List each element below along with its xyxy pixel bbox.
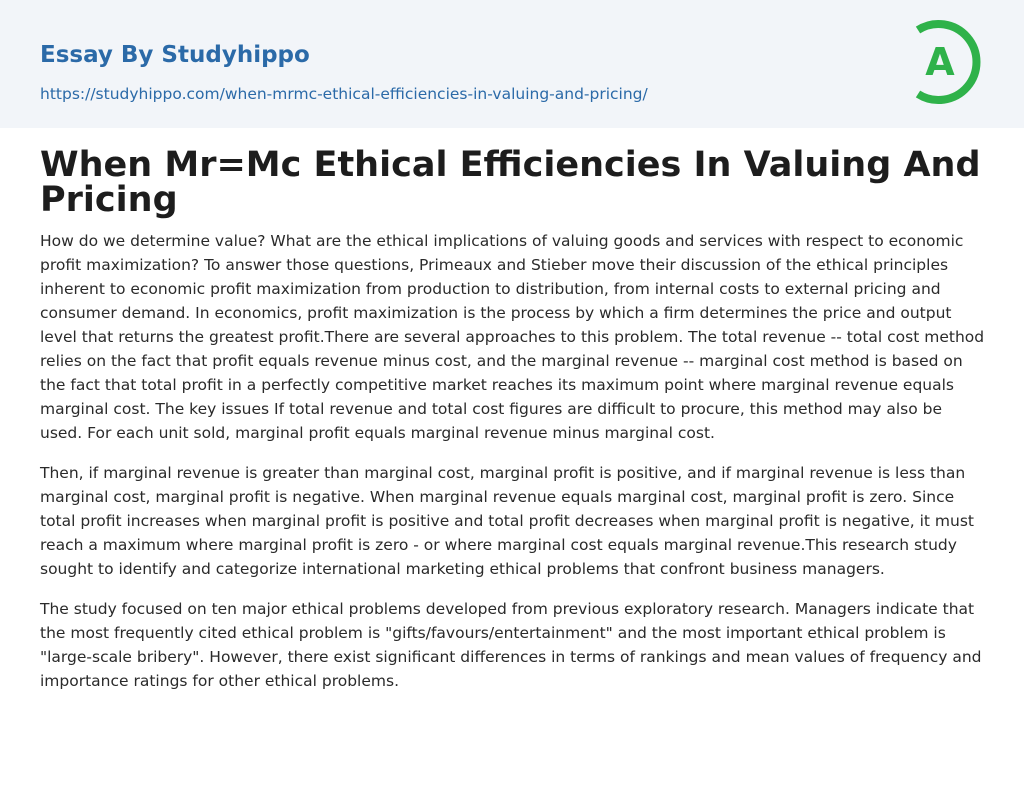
article-body (40, 229, 988, 709)
paragraph: The study focused on ten major ethical problems developed from previous exploratory research. Managers indicate that the most frequently cited ethical problem is "gifts/favours/entertainment" and the most important ethical problem is "large-scale bribery". However, there exist significant differences in terms of rankings and mean values of frequency and importance ratings for other ethical problems. (40, 600, 982, 690)
site-header (0, 0, 1024, 128)
page-title: When Mr=Mc Ethical Efficiencies In Valuing And Pricing (40, 145, 981, 220)
paragraph: Then, if marginal revenue is greater than marginal cost, marginal profit is positive, and if marginal revenue is less than marginal cost, marginal profit is negative. When marginal revenue equals marginal cost, marginal profit is zero. Since total profit increases when marginal profit is positive and total profit decreases when marginal profit is negative, it must reach a maximum where marginal profit is zero - or where marginal cost equals marginal revenue.This research study sought to identify and categorize international marketing ethical problems that confront business managers. (40, 464, 974, 578)
paragraph: How do we determine value? What are the ethical implications of valuing goods and services with respect to economic profit maximization? To answer those questions, Primeaux and Stieber move their discussion of the ethical principles inherent to economic profit maximization from production to distribution, from internal costs to external pricing and consumer demand. In economics, profit maximization is the process by which a firm determines the price and output level that returns the greatest profit.There are several approaches to this problem. The total revenue -- total cost method relies on the fact that profit equals revenue minus cost, and the marginal revenue -- marginal cost method is based on the fact that total profit in a perfectly competitive market reaches its maximum point where marginal revenue equals marginal cost. The key issues If total revenue and total cost figures are difficult to procure, this method may also be used. For each unit sold, marginal profit equals marginal revenue minus marginal cost. (40, 232, 985, 442)
logo-letter: A (925, 40, 955, 84)
source-url-link[interactable]: https://studyhippo.com/when-mrmc-ethical-efficiencies-in-valuing-and-pricing/ (40, 85, 648, 103)
site-name[interactable]: Essay By Studyhippo (40, 42, 310, 68)
studyhippo-logo-icon[interactable] (908, 18, 988, 106)
